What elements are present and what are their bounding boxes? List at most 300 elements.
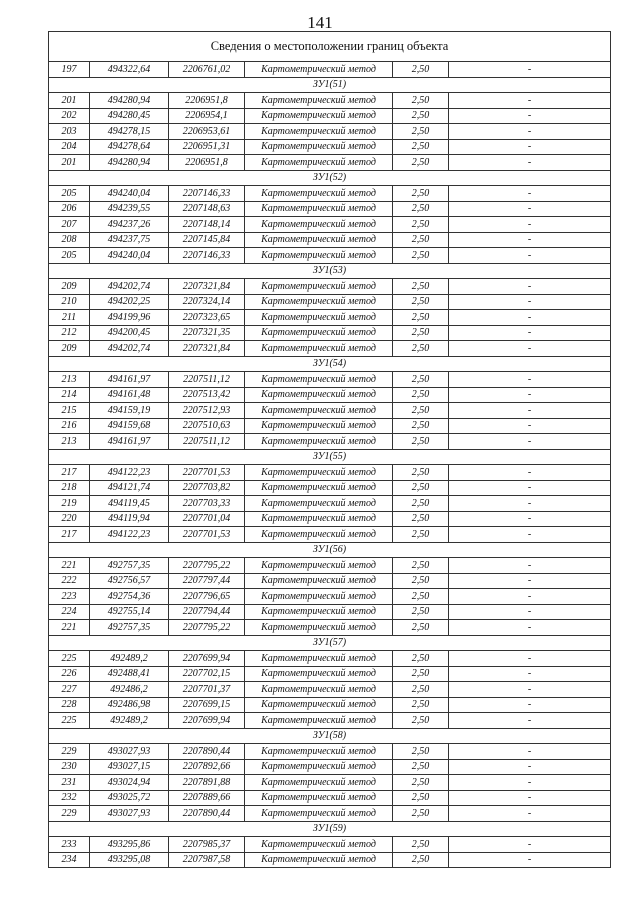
point-number-cell: 217: [49, 465, 90, 481]
accuracy-cell: 2,50: [393, 310, 449, 326]
y-coordinate-cell: 2207891,88: [169, 775, 245, 791]
method-cell: Картометрический метод: [245, 124, 393, 140]
method-cell: Картометрический метод: [245, 604, 393, 620]
note-cell: -: [449, 480, 611, 496]
point-number-cell: 219: [49, 496, 90, 512]
accuracy-cell: 2,50: [393, 341, 449, 357]
zone-header-row: [49, 821, 611, 837]
accuracy-cell: 2,50: [393, 279, 449, 295]
accuracy-cell: 2,50: [393, 790, 449, 806]
point-number-cell: 208: [49, 232, 90, 248]
x-coordinate-cell: 494122,23: [90, 465, 169, 481]
method-cell: Картометрический метод: [245, 155, 393, 171]
table-body: [49, 32, 611, 868]
table-row: [49, 372, 611, 388]
y-coordinate-cell: 2207511,12: [169, 372, 245, 388]
point-number-cell: 211: [49, 310, 90, 326]
y-coordinate-cell: 2206951,31: [169, 139, 245, 155]
method-cell: Картометрический метод: [245, 108, 393, 124]
y-coordinate-cell: 2207889,66: [169, 790, 245, 806]
point-number-cell: 216: [49, 418, 90, 434]
y-coordinate-cell: 2207702,15: [169, 666, 245, 682]
note-cell: -: [449, 325, 611, 341]
note-cell: -: [449, 279, 611, 295]
note-cell: -: [449, 790, 611, 806]
note-cell: -: [449, 573, 611, 589]
accuracy-cell: 2,50: [393, 232, 449, 248]
table-row: [49, 124, 611, 140]
method-cell: Картометрический метод: [245, 232, 393, 248]
method-cell: Картометрический метод: [245, 651, 393, 667]
zone-label: ЗУ1(59): [49, 821, 611, 837]
table-title: Сведения о местоположении границ объекта: [49, 32, 611, 62]
x-coordinate-cell: 493024,94: [90, 775, 169, 791]
x-coordinate-cell: 492757,35: [90, 558, 169, 574]
accuracy-cell: 2,50: [393, 108, 449, 124]
note-cell: -: [449, 852, 611, 868]
x-coordinate-cell: 494202,74: [90, 279, 169, 295]
y-coordinate-cell: 2207699,94: [169, 651, 245, 667]
x-coordinate-cell: 494240,04: [90, 248, 169, 264]
note-cell: -: [449, 124, 611, 140]
note-cell: -: [449, 465, 611, 481]
accuracy-cell: 2,50: [393, 124, 449, 140]
y-coordinate-cell: 2207701,53: [169, 527, 245, 543]
table-row: [49, 418, 611, 434]
accuracy-cell: 2,50: [393, 589, 449, 605]
table-row: [49, 837, 611, 853]
zone-label: ЗУ1(55): [49, 449, 611, 465]
table-row: [49, 248, 611, 264]
y-coordinate-cell: 2207699,15: [169, 697, 245, 713]
method-cell: Картометрический метод: [245, 806, 393, 822]
table-row: [49, 155, 611, 171]
method-cell: Картометрический метод: [245, 682, 393, 698]
point-number-cell: 233: [49, 837, 90, 853]
point-number-cell: 229: [49, 806, 90, 822]
note-cell: -: [449, 387, 611, 403]
table-row: [49, 387, 611, 403]
accuracy-cell: 2,50: [393, 62, 449, 78]
accuracy-cell: 2,50: [393, 604, 449, 620]
x-coordinate-cell: 493295,86: [90, 837, 169, 853]
accuracy-cell: 2,50: [393, 666, 449, 682]
accuracy-cell: 2,50: [393, 806, 449, 822]
table-row: [49, 775, 611, 791]
note-cell: -: [449, 713, 611, 729]
point-number-cell: 212: [49, 325, 90, 341]
point-number-cell: 230: [49, 759, 90, 775]
table-row: [49, 480, 611, 496]
note-cell: -: [449, 341, 611, 357]
table-row: [49, 527, 611, 543]
note-cell: -: [449, 837, 611, 853]
x-coordinate-cell: 494278,64: [90, 139, 169, 155]
note-cell: -: [449, 744, 611, 760]
y-coordinate-cell: 2207797,44: [169, 573, 245, 589]
x-coordinate-cell: 493295,08: [90, 852, 169, 868]
y-coordinate-cell: 2207324,14: [169, 294, 245, 310]
y-coordinate-cell: 2207701,04: [169, 511, 245, 527]
x-coordinate-cell: 492754,36: [90, 589, 169, 605]
note-cell: -: [449, 155, 611, 171]
x-coordinate-cell: 494239,55: [90, 201, 169, 217]
y-coordinate-cell: 2207146,33: [169, 248, 245, 264]
point-number-cell: 210: [49, 294, 90, 310]
method-cell: Картометрический метод: [245, 790, 393, 806]
zone-label: ЗУ1(54): [49, 356, 611, 372]
table-row: [49, 217, 611, 233]
zone-header-row: [49, 356, 611, 372]
note-cell: -: [449, 201, 611, 217]
method-cell: Картометрический метод: [245, 573, 393, 589]
y-coordinate-cell: 2207148,14: [169, 217, 245, 233]
table-row: [49, 186, 611, 202]
method-cell: Картометрический метод: [245, 341, 393, 357]
x-coordinate-cell: 492757,35: [90, 620, 169, 636]
zone-label: ЗУ1(57): [49, 635, 611, 651]
x-coordinate-cell: 494202,74: [90, 341, 169, 357]
table-row: [49, 232, 611, 248]
point-number-cell: 202: [49, 108, 90, 124]
x-coordinate-cell: 493027,93: [90, 744, 169, 760]
table-row: [49, 341, 611, 357]
method-cell: Картометрический метод: [245, 511, 393, 527]
table-title-row: [49, 32, 611, 62]
zone-header-row: [49, 728, 611, 744]
y-coordinate-cell: 2207148,63: [169, 201, 245, 217]
note-cell: -: [449, 294, 611, 310]
point-number-cell: 227: [49, 682, 90, 698]
point-number-cell: 201: [49, 155, 90, 171]
table-row: [49, 666, 611, 682]
accuracy-cell: 2,50: [393, 573, 449, 589]
table-row: [49, 589, 611, 605]
accuracy-cell: 2,50: [393, 759, 449, 775]
accuracy-cell: 2,50: [393, 527, 449, 543]
zone-header-row: [49, 263, 611, 279]
table-row: [49, 325, 611, 341]
note-cell: -: [449, 496, 611, 512]
table-row: [49, 852, 611, 868]
y-coordinate-cell: 2207796,65: [169, 589, 245, 605]
x-coordinate-cell: 494161,48: [90, 387, 169, 403]
note-cell: -: [449, 217, 611, 233]
table-row: [49, 573, 611, 589]
accuracy-cell: 2,50: [393, 325, 449, 341]
accuracy-cell: 2,50: [393, 682, 449, 698]
x-coordinate-cell: 493027,93: [90, 806, 169, 822]
note-cell: -: [449, 697, 611, 713]
accuracy-cell: 2,50: [393, 852, 449, 868]
x-coordinate-cell: 492489,2: [90, 651, 169, 667]
y-coordinate-cell: 2207512,93: [169, 403, 245, 419]
y-coordinate-cell: 2207890,44: [169, 744, 245, 760]
accuracy-cell: 2,50: [393, 248, 449, 264]
table-row: [49, 511, 611, 527]
y-coordinate-cell: 2207145,84: [169, 232, 245, 248]
point-number-cell: 197: [49, 62, 90, 78]
x-coordinate-cell: 492756,57: [90, 573, 169, 589]
accuracy-cell: 2,50: [393, 155, 449, 171]
point-number-cell: 223: [49, 589, 90, 605]
x-coordinate-cell: 494200,45: [90, 325, 169, 341]
point-number-cell: 220: [49, 511, 90, 527]
zone-label: ЗУ1(52): [49, 170, 611, 186]
zone-label: ЗУ1(58): [49, 728, 611, 744]
point-number-cell: 201: [49, 93, 90, 109]
accuracy-cell: 2,50: [393, 387, 449, 403]
method-cell: Картометрический метод: [245, 620, 393, 636]
accuracy-cell: 2,50: [393, 93, 449, 109]
zone-label: ЗУ1(53): [49, 263, 611, 279]
y-coordinate-cell: 2207701,53: [169, 465, 245, 481]
method-cell: Картометрический метод: [245, 666, 393, 682]
accuracy-cell: 2,50: [393, 217, 449, 233]
method-cell: Картометрический метод: [245, 418, 393, 434]
accuracy-cell: 2,50: [393, 620, 449, 636]
table-row: [49, 201, 611, 217]
table-row: [49, 620, 611, 636]
table-row: [49, 403, 611, 419]
y-coordinate-cell: 2207321,35: [169, 325, 245, 341]
accuracy-cell: 2,50: [393, 558, 449, 574]
x-coordinate-cell: 494278,15: [90, 124, 169, 140]
zone-header-row: [49, 635, 611, 651]
accuracy-cell: 2,50: [393, 651, 449, 667]
zone-header-row: [49, 170, 611, 186]
method-cell: Картометрический метод: [245, 465, 393, 481]
method-cell: Картометрический метод: [245, 434, 393, 450]
point-number-cell: 229: [49, 744, 90, 760]
method-cell: Картометрический метод: [245, 403, 393, 419]
table-row: [49, 310, 611, 326]
method-cell: Картометрический метод: [245, 558, 393, 574]
method-cell: Картометрический метод: [245, 697, 393, 713]
note-cell: -: [449, 186, 611, 202]
point-number-cell: 221: [49, 558, 90, 574]
y-coordinate-cell: 2207701,37: [169, 682, 245, 698]
accuracy-cell: 2,50: [393, 403, 449, 419]
x-coordinate-cell: 494237,26: [90, 217, 169, 233]
accuracy-cell: 2,50: [393, 465, 449, 481]
point-number-cell: 214: [49, 387, 90, 403]
point-number-cell: 226: [49, 666, 90, 682]
table-row: [49, 604, 611, 620]
point-number-cell: 213: [49, 372, 90, 388]
y-coordinate-cell: 2207146,33: [169, 186, 245, 202]
method-cell: Картометрический метод: [245, 480, 393, 496]
note-cell: -: [449, 527, 611, 543]
note-cell: -: [449, 310, 611, 326]
accuracy-cell: 2,50: [393, 837, 449, 853]
point-number-cell: 205: [49, 248, 90, 264]
table-row: [49, 108, 611, 124]
y-coordinate-cell: 2207892,66: [169, 759, 245, 775]
accuracy-cell: 2,50: [393, 434, 449, 450]
accuracy-cell: 2,50: [393, 697, 449, 713]
method-cell: Картометрический метод: [245, 279, 393, 295]
table-row: [49, 651, 611, 667]
x-coordinate-cell: 492488,41: [90, 666, 169, 682]
accuracy-cell: 2,50: [393, 744, 449, 760]
zone-label: ЗУ1(51): [49, 77, 611, 93]
y-coordinate-cell: 2207699,94: [169, 713, 245, 729]
method-cell: Картометрический метод: [245, 139, 393, 155]
y-coordinate-cell: 2207513,42: [169, 387, 245, 403]
point-number-cell: 222: [49, 573, 90, 589]
x-coordinate-cell: 494199,96: [90, 310, 169, 326]
x-coordinate-cell: 494280,45: [90, 108, 169, 124]
zone-header-row: [49, 449, 611, 465]
point-number-cell: 225: [49, 651, 90, 667]
note-cell: -: [449, 418, 611, 434]
point-number-cell: 231: [49, 775, 90, 791]
note-cell: -: [449, 139, 611, 155]
x-coordinate-cell: 494280,94: [90, 155, 169, 171]
note-cell: -: [449, 759, 611, 775]
table-row: [49, 744, 611, 760]
y-coordinate-cell: 2207794,44: [169, 604, 245, 620]
y-coordinate-cell: 2206954,1: [169, 108, 245, 124]
point-number-cell: 228: [49, 697, 90, 713]
y-coordinate-cell: 2206951,8: [169, 155, 245, 171]
table-row: [49, 682, 611, 698]
x-coordinate-cell: 494237,75: [90, 232, 169, 248]
x-coordinate-cell: 493025,72: [90, 790, 169, 806]
note-cell: -: [449, 434, 611, 450]
x-coordinate-cell: 494161,97: [90, 372, 169, 388]
accuracy-cell: 2,50: [393, 496, 449, 512]
table-row: [49, 558, 611, 574]
point-number-cell: 218: [49, 480, 90, 496]
accuracy-cell: 2,50: [393, 139, 449, 155]
y-coordinate-cell: 2207987,58: [169, 852, 245, 868]
y-coordinate-cell: 2207795,22: [169, 558, 245, 574]
method-cell: Картометрический метод: [245, 310, 393, 326]
method-cell: Картометрический метод: [245, 294, 393, 310]
y-coordinate-cell: 2207703,82: [169, 480, 245, 496]
table-row: [49, 62, 611, 78]
note-cell: -: [449, 511, 611, 527]
accuracy-cell: 2,50: [393, 775, 449, 791]
note-cell: -: [449, 666, 611, 682]
method-cell: Картометрический метод: [245, 325, 393, 341]
method-cell: Картометрический метод: [245, 527, 393, 543]
y-coordinate-cell: 2207703,33: [169, 496, 245, 512]
coordinates-sheet: [48, 31, 610, 868]
y-coordinate-cell: 2207510,63: [169, 418, 245, 434]
note-cell: -: [449, 403, 611, 419]
note-cell: -: [449, 651, 611, 667]
point-number-cell: 215: [49, 403, 90, 419]
y-coordinate-cell: 2207511,12: [169, 434, 245, 450]
note-cell: -: [449, 589, 611, 605]
point-number-cell: 209: [49, 341, 90, 357]
x-coordinate-cell: 494280,94: [90, 93, 169, 109]
x-coordinate-cell: 494202,25: [90, 294, 169, 310]
y-coordinate-cell: 2207323,65: [169, 310, 245, 326]
accuracy-cell: 2,50: [393, 418, 449, 434]
method-cell: Картометрический метод: [245, 713, 393, 729]
y-coordinate-cell: 2207795,22: [169, 620, 245, 636]
accuracy-cell: 2,50: [393, 186, 449, 202]
table-row: [49, 294, 611, 310]
point-number-cell: 232: [49, 790, 90, 806]
x-coordinate-cell: 494159,68: [90, 418, 169, 434]
method-cell: Картометрический метод: [245, 496, 393, 512]
note-cell: -: [449, 806, 611, 822]
x-coordinate-cell: 494119,45: [90, 496, 169, 512]
x-coordinate-cell: 492755,14: [90, 604, 169, 620]
accuracy-cell: 2,50: [393, 480, 449, 496]
method-cell: Картометрический метод: [245, 852, 393, 868]
method-cell: Картометрический метод: [245, 248, 393, 264]
note-cell: -: [449, 232, 611, 248]
y-coordinate-cell: 2206951,8: [169, 93, 245, 109]
page-number: 141: [307, 13, 333, 32]
point-number-cell: 203: [49, 124, 90, 140]
note-cell: -: [449, 558, 611, 574]
method-cell: Картометрический метод: [245, 93, 393, 109]
method-cell: Картометрический метод: [245, 775, 393, 791]
y-coordinate-cell: 2207321,84: [169, 341, 245, 357]
method-cell: Картометрический метод: [245, 759, 393, 775]
x-coordinate-cell: 494161,97: [90, 434, 169, 450]
table-row: [49, 434, 611, 450]
x-coordinate-cell: 494122,23: [90, 527, 169, 543]
point-number-cell: 224: [49, 604, 90, 620]
method-cell: Картометрический метод: [245, 217, 393, 233]
table-row: [49, 139, 611, 155]
accuracy-cell: 2,50: [393, 201, 449, 217]
note-cell: -: [449, 604, 611, 620]
x-coordinate-cell: 492486,98: [90, 697, 169, 713]
table-row: [49, 697, 611, 713]
zone-label: ЗУ1(56): [49, 542, 611, 558]
method-cell: Картометрический метод: [245, 387, 393, 403]
y-coordinate-cell: 2206761,02: [169, 62, 245, 78]
y-coordinate-cell: 2207890,44: [169, 806, 245, 822]
x-coordinate-cell: 492486,2: [90, 682, 169, 698]
table-row: [49, 93, 611, 109]
point-number-cell: 217: [49, 527, 90, 543]
x-coordinate-cell: 493027,15: [90, 759, 169, 775]
accuracy-cell: 2,50: [393, 294, 449, 310]
zone-header-row: [49, 542, 611, 558]
point-number-cell: 221: [49, 620, 90, 636]
coordinates-table: [48, 31, 611, 868]
x-coordinate-cell: 494121,74: [90, 480, 169, 496]
y-coordinate-cell: 2207985,37: [169, 837, 245, 853]
table-row: [49, 496, 611, 512]
method-cell: Картометрический метод: [245, 744, 393, 760]
method-cell: Картометрический метод: [245, 589, 393, 605]
note-cell: -: [449, 248, 611, 264]
table-row: [49, 713, 611, 729]
note-cell: -: [449, 620, 611, 636]
method-cell: Картометрический метод: [245, 372, 393, 388]
x-coordinate-cell: 494240,04: [90, 186, 169, 202]
y-coordinate-cell: 2207321,84: [169, 279, 245, 295]
x-coordinate-cell: 494322,64: [90, 62, 169, 78]
point-number-cell: 207: [49, 217, 90, 233]
note-cell: -: [449, 372, 611, 388]
note-cell: -: [449, 775, 611, 791]
point-number-cell: 209: [49, 279, 90, 295]
table-row: [49, 790, 611, 806]
x-coordinate-cell: 492489,2: [90, 713, 169, 729]
